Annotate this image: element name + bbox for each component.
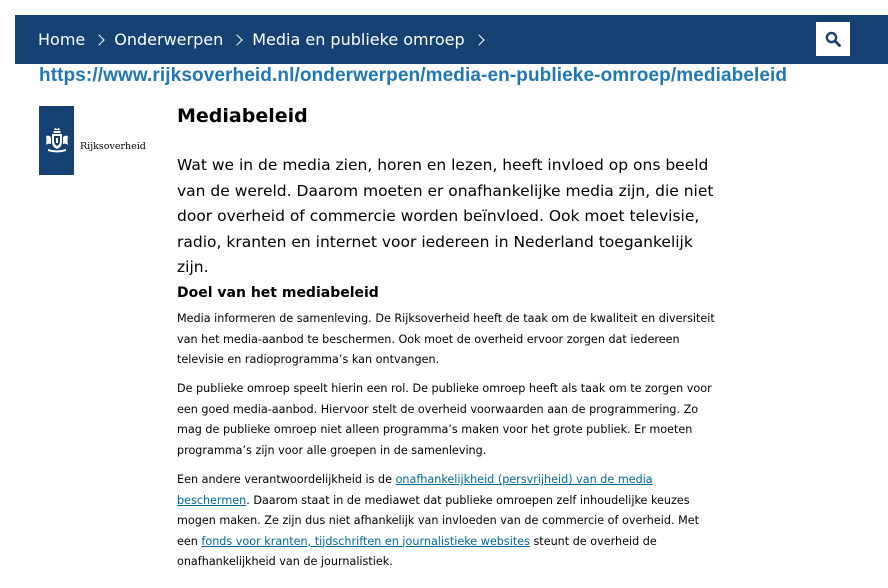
- link-fonds-journalistiek[interactable]: fonds voor kranten, tijdschriften en journalistieke websites: [201, 534, 530, 548]
- paragraph-3-text-start: Een andere verantwoordelijkheid is de: [177, 473, 396, 486]
- breadcrumb-onderwerpen[interactable]: Onderwerpen: [114, 30, 224, 49]
- paragraph-3-text-end: steunt de overheid de onafhankelijkheid van de journalistiek.: [177, 534, 657, 568]
- page-title: Mediabeleid: [177, 105, 308, 127]
- search-button[interactable]: [816, 22, 850, 56]
- paragraph-3-text-middle: . Daarom staat in de mediawet dat publieke omroepen zelf inhoudelijke keuzes mogen maken. Ze zijn dus niet afhankelijk van invloeden van de commercie of overheid. Met een: [177, 493, 699, 548]
- search-icon: [825, 31, 841, 47]
- intro-paragraph: Wat we in de media zien, horen en lezen, heeft invloed op ons beeld van de wereld. Daarom moeten er onafhankelijke media zijn, die niet door overheid of commercie worden beïnvloed. Ook moet televisie, radio, kranten en internet voor iedereen in Nederland toegankelijk zijn.: [177, 156, 714, 276]
- link-persvrijheid[interactable]: onafhankelijkheid (persvrijheid) van de media beschermen: [177, 473, 653, 507]
- breadcrumb-home[interactable]: Home: [38, 30, 86, 49]
- body-paragraph-3: [177, 470, 717, 573]
- chevron-right-icon: [473, 34, 484, 45]
- page-url: https://www.rijksoverheid.nl/onderwerpen/media-en-publieke-omroep/mediabeleid: [39, 65, 788, 86]
- body-paragraph-1: Media informeren de samenleving. De Rijksoverheid heeft de taak om de kwaliteit en diversiteit van het media-aanbod te beschermen. Ook moet de overheid ervoor zorgen dat iedereen televisie en radioprogramma’s kan ontvangen.: [177, 312, 715, 366]
- section-heading: Doel van het mediabeleid: [177, 285, 379, 301]
- chevron-right-icon: [232, 34, 243, 45]
- header-bar: [15, 15, 888, 64]
- chevron-right-icon: [94, 34, 105, 45]
- breadcrumb: [38, 15, 494, 64]
- breadcrumb-media-en-publieke-omroep[interactable]: Media en publieke omroep: [252, 30, 465, 49]
- logo-wordmark: Rijksoverheid: [80, 141, 146, 152]
- body-paragraph-2: De publieke omroep speelt hierin een rol. De publieke omroep heeft als taak om te zorgen voor een goed media-aanbod. Hiervoor stelt de overheid voorwaarden aan de programmering. Zo mag de publieke omroep niet alleen programma’s maken voor het grote publiek. Er moeten programma’s zijn voor alle groepen in de samenleving.: [177, 382, 712, 457]
- coat-of-arms-icon: [42, 126, 72, 156]
- rijksoverheid-logo[interactable]: [39, 106, 74, 175]
